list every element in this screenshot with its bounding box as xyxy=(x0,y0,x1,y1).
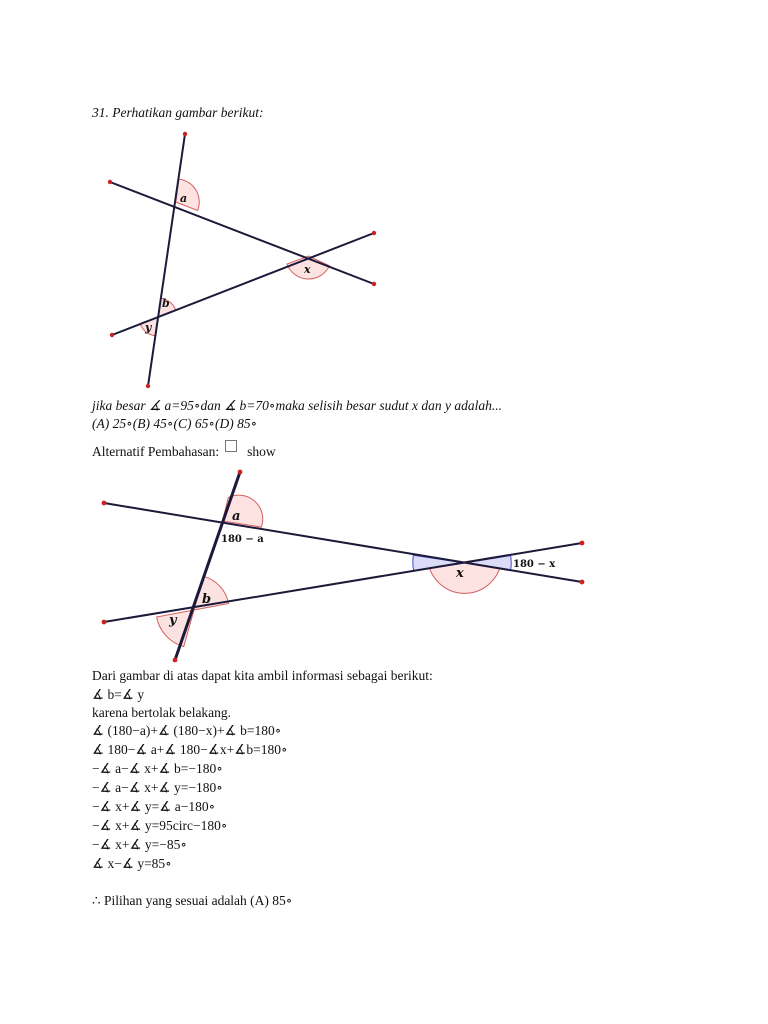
label-180-minus-a: 180 − a xyxy=(221,534,264,545)
solution-step: −∡ x+∡ y=∡ a−180∘ xyxy=(92,799,216,814)
label-y: y xyxy=(145,321,152,334)
discussion-heading-row xyxy=(92,440,276,460)
question-statement: jika besar ∡ a=95∘dan ∡ b=70∘maka selisih besar sudut x dan y adalah... xyxy=(92,398,503,413)
solution-step: ∡ x−∡ y=85∘ xyxy=(92,856,172,871)
discussion-heading: Alternatif Pembahasan: xyxy=(92,444,220,459)
line-endpoints xyxy=(108,132,376,388)
solution-conclusion: ∴ Pilihan yang sesuai adalah (A) 85∘ xyxy=(92,893,293,908)
label-b: b xyxy=(162,297,170,310)
question-options: (A) 25∘(B) 45∘(C) 65∘(D) 85∘ xyxy=(92,416,258,431)
solution-step: −∡ x+∡ y=−85∘ xyxy=(92,837,188,852)
solution-intro: Dari gambar di atas dapat kita ambil informasi sebagai berikut: xyxy=(92,668,433,683)
solution-step: karena bertolak belakang. xyxy=(92,705,232,720)
label-b: b xyxy=(202,592,212,607)
solution-step: −∡ a−∡ x+∡ b=−180∘ xyxy=(92,761,223,776)
upper-line xyxy=(110,182,374,284)
show-checkbox[interactable] xyxy=(225,440,237,452)
solution-step: ∡ (180−a)+∡ (180−x)+∡ b=180∘ xyxy=(92,723,282,738)
label-x: x xyxy=(304,263,311,276)
label-a: a xyxy=(232,509,241,524)
transversal-line xyxy=(175,472,240,660)
solution-step: −∡ x+∡ y=95circ−180∘ xyxy=(92,818,228,833)
label-y: y xyxy=(169,613,177,628)
label-a: a xyxy=(180,192,188,205)
question-title: 31. Perhatikan gambar berikut: xyxy=(92,105,264,120)
figure-2-angles-diagram xyxy=(100,465,590,665)
transversal-line xyxy=(148,134,188,386)
solution-step: ∡ 180−∡ a+∡ 180−∡x+∡b=180∘ xyxy=(92,742,288,757)
lower-line xyxy=(112,233,374,335)
angle-a-arc xyxy=(223,495,263,527)
label-180-minus-x: 180 − x xyxy=(513,559,556,570)
label-x: x xyxy=(456,566,464,581)
figure-1-angles-diagram xyxy=(100,125,390,395)
upper-line xyxy=(104,503,582,582)
lower-line xyxy=(104,543,582,622)
solution-step: −∡ a−∡ x+∡ y=−180∘ xyxy=(92,780,223,795)
solution-step: ∡ b=∡ y xyxy=(92,687,145,702)
show-label[interactable]: show xyxy=(247,444,276,459)
